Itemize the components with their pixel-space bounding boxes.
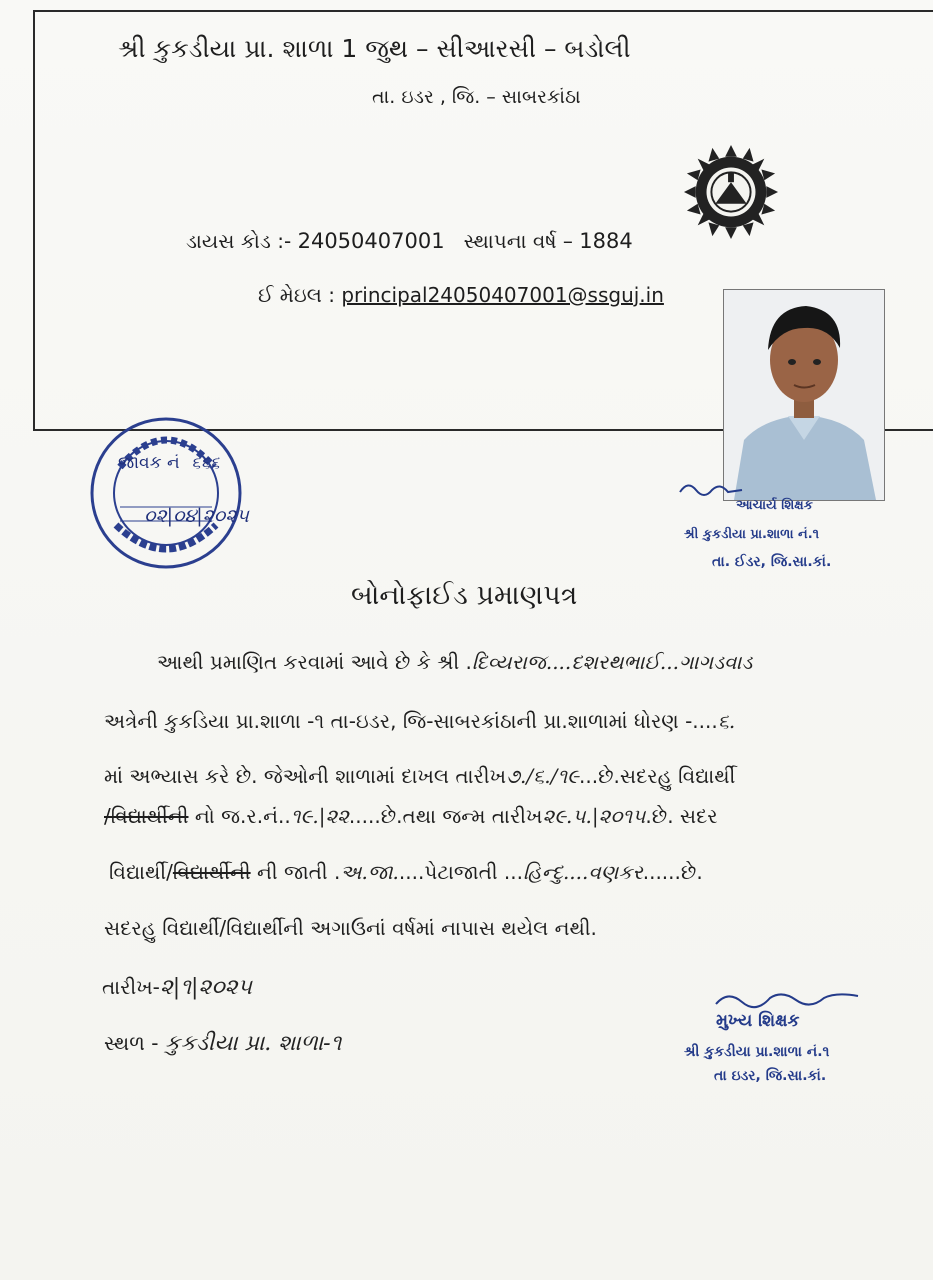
- school-logo-icon: [682, 143, 780, 241]
- place-line: [104, 1031, 341, 1056]
- photo-stamp-school: શ્રી કુકડીયા પ્રા.શાળા નં.૧: [684, 527, 820, 542]
- photo-stamp-taluka: તા. ઈડર, જિ.સા.કાં.: [712, 554, 832, 570]
- gr-number: ૧૯.|૨૨: [290, 804, 349, 828]
- place-value: કુકડીયા પ્રા. શાળા-૧: [164, 1031, 342, 1056]
- outward-date: ૦૨|૦૪|૨૦૨૫: [144, 505, 249, 527]
- dise-line: [186, 229, 633, 253]
- certificate-line-3: [104, 764, 735, 788]
- certificate-line-5: [109, 860, 703, 884]
- line5-mid2: ....પેટાજાતી ...: [398, 860, 523, 884]
- line5-mid: ની જાતી .: [250, 860, 341, 884]
- outward-label: જાવક નં: [118, 453, 180, 473]
- date-label: તારીખ-: [102, 975, 160, 999]
- place-label: સ્થળ -: [104, 1031, 159, 1055]
- school-name: શ્રી કુકડીયા પ્રા. શાળા 1 જુથ – સીઆરસી – બડોલી: [118, 34, 631, 63]
- line5-suffix: ......છે.: [642, 860, 703, 884]
- dise-label: ડાયસ કોડ :-: [186, 229, 292, 253]
- certificate-title: બોનોફાઈડ પ્રમાણપત્ર: [351, 580, 578, 611]
- student-photo-image: [724, 290, 884, 500]
- line4-suffix: .છે. સદર: [645, 804, 718, 828]
- principal-signature-icon: [712, 988, 862, 1012]
- subcaste: હિન્દુ....વણકર: [523, 860, 643, 884]
- email-label: ઈ મેઇલ :: [258, 283, 335, 307]
- photo-stamp-title: આચાર્ય શિક્ષક: [736, 498, 813, 513]
- line5-prefix: વિદ્યાર્થી/: [109, 860, 173, 884]
- certificate-line-4: [104, 804, 718, 828]
- signature-taluka: તા ઇડર, જિ.સા.કાં.: [714, 1068, 827, 1084]
- established-label: સ્થાપના વર્ષ –: [463, 229, 573, 253]
- date-value: ૨|૧|૨૦૨૫: [159, 975, 252, 1000]
- line2-prefix: અત્રેની કુકડિયા પ્રા.શાળા -૧ તા-ઇડર, જિ-સાબરકાંઠાની પ્રા.શાળામાં ધોરણ -....: [104, 709, 718, 733]
- photo-signature-icon: [676, 478, 746, 502]
- line4-mid2: .....છે.તથા જન્મ તારીખ: [348, 804, 543, 828]
- line4-strike: /વિદ્યાર્થીની: [104, 804, 189, 828]
- birth-date: ૨૯.૫.|૨૦૧૫: [542, 804, 646, 828]
- certificate-line-2: [104, 709, 735, 733]
- line4-mid: નો જ.ર.નં..: [188, 804, 291, 828]
- line1-prefix: આથી પ્રમાણિત કરવામાં આવે છે કે શ્રી .: [157, 650, 472, 674]
- caste: અ.જા.: [340, 860, 399, 884]
- student-photo: [723, 289, 885, 501]
- standard: ૬.: [717, 709, 736, 733]
- signature-title: મુખ્ય શિક્ષક: [716, 1011, 800, 1031]
- admission-date: ૭./૬./૧૯: [506, 764, 579, 788]
- line3-prefix: માં અભ્યાસ કરે છે. જેઓની શાળામાં દાખલ તારીખ: [104, 764, 507, 788]
- date-line: [102, 975, 252, 1000]
- signature-school: શ્રી કુકડીયા પ્રા.શાળા નં.૧: [684, 1044, 830, 1060]
- established-year: 1884: [579, 229, 633, 253]
- dise-code: 24050407001: [297, 229, 445, 253]
- email-line: [258, 283, 664, 307]
- email-link[interactable]: principal24050407001@ssguj.in: [341, 283, 664, 307]
- certificate-line-1: [157, 650, 752, 674]
- line3-suffix: ...છે.સદરહુ વિદ્યાર્થી: [579, 764, 736, 788]
- certificate-line-6: સદરહુ વિદ્યાર્થી/વિદ્યાર્થીની અગાઉનાં વર્ષમાં નાપાસ થયેલ નથી.: [104, 916, 597, 940]
- outward-seal-icon: [86, 413, 246, 573]
- student-name: દિવ્યરાજ....દશરથભાઈ...ગાગડવાડ: [471, 650, 753, 674]
- line5-strike: વિદ્યાર્થીની: [172, 860, 251, 884]
- taluka-district: તા. ઇડર , જિ. – સાબરકાંઠા: [372, 86, 581, 108]
- outward-number-label: [118, 453, 220, 473]
- outward-number: ૬૬૬: [191, 453, 220, 473]
